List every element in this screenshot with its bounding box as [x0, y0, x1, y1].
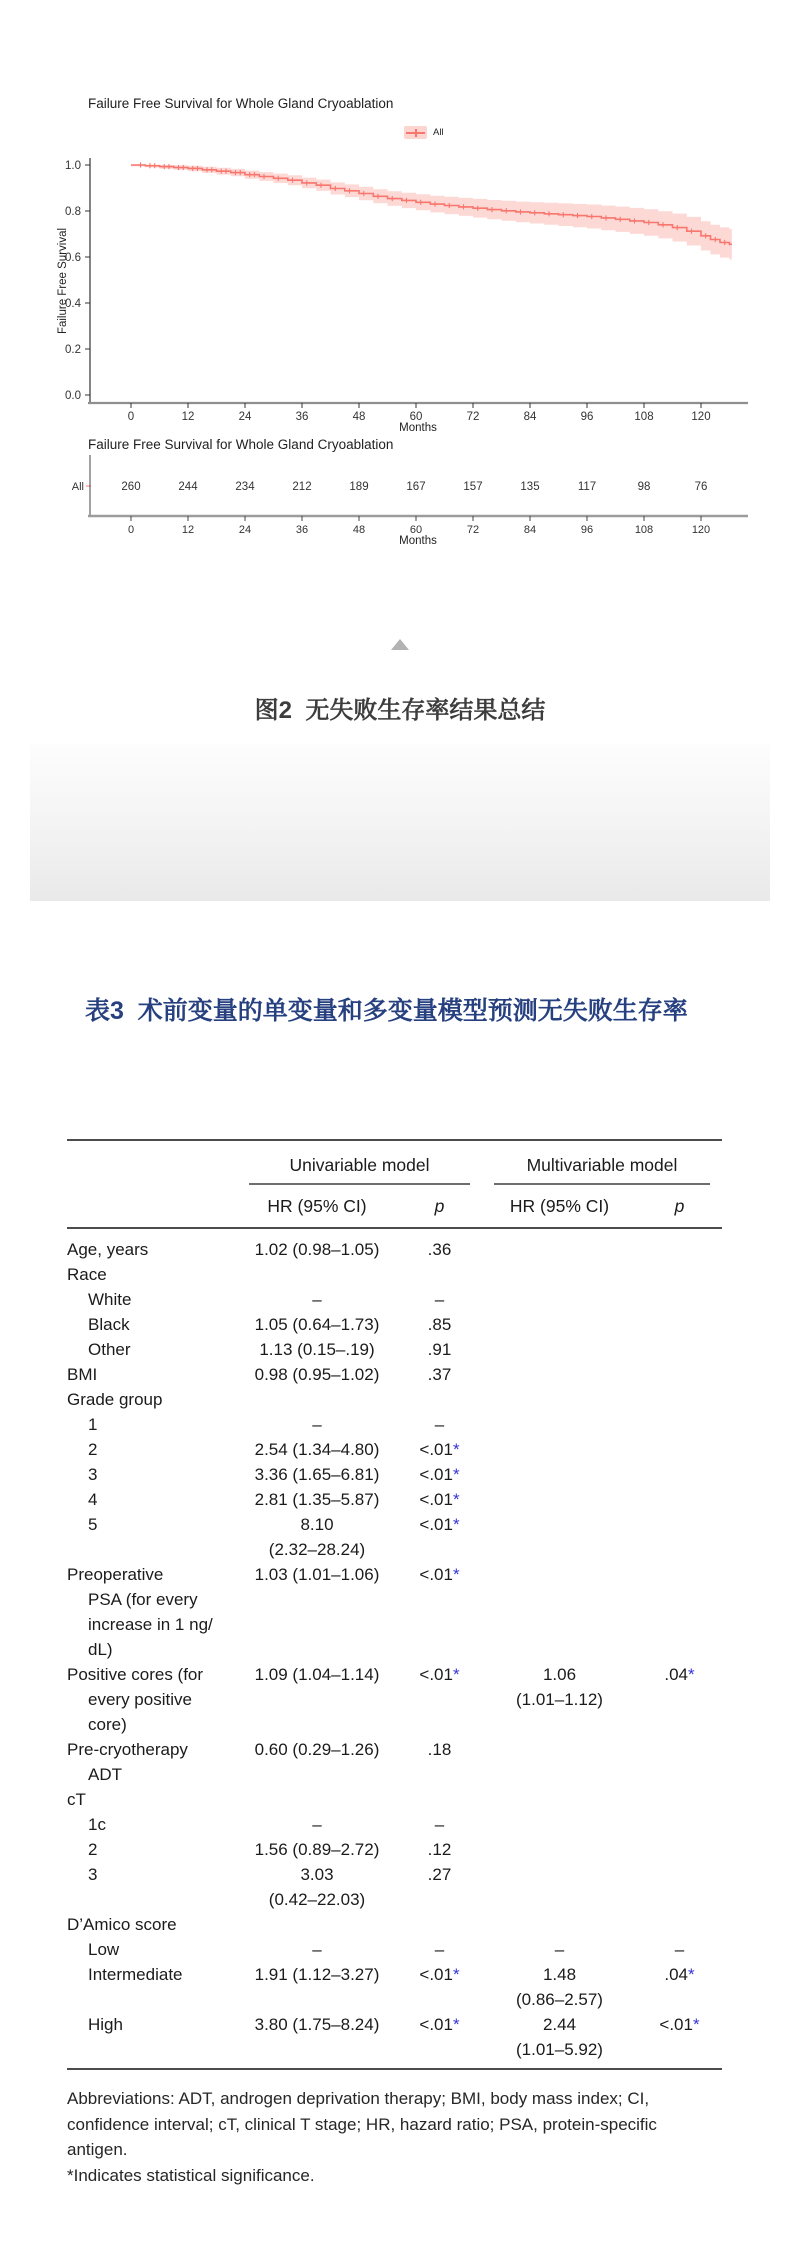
row-value: [482, 1387, 637, 1412]
row-label: White: [88, 1290, 132, 1309]
row-label: BMI: [67, 1365, 98, 1384]
row-value: [482, 1862, 637, 1912]
row-value: [637, 1262, 722, 1287]
row-label: 3: [88, 1465, 98, 1484]
row-value: .91: [427, 1340, 452, 1359]
row-value: 1.06 (1.01–1.12): [516, 1665, 603, 1709]
row-value: [637, 1312, 722, 1337]
row-value: <.01*: [419, 1490, 460, 1509]
row-value: .12: [427, 1840, 452, 1859]
row-value: –: [312, 1940, 322, 1959]
row-value: [237, 1787, 397, 1812]
row-value: [637, 1462, 722, 1487]
x-tick-label: 36: [295, 411, 309, 423]
multi-p-header: p: [637, 1185, 722, 1228]
row-label: Other: [88, 1340, 131, 1359]
x-tick-label: 108: [634, 411, 654, 423]
row-value: [637, 1487, 722, 1512]
row-value: 1.03 (1.01–1.06): [254, 1565, 380, 1584]
table-row: [67, 1512, 722, 1562]
table-row: [67, 1412, 722, 1437]
risk-count: 260: [121, 481, 141, 493]
table-row: [67, 1387, 722, 1412]
row-value: [482, 1337, 637, 1362]
row-value: <.01*: [419, 1965, 460, 1984]
row-label: 4: [88, 1490, 98, 1509]
significance-asterisk: *: [688, 1965, 695, 1984]
risk-x-tick-label: 0: [127, 524, 135, 536]
row-value: 2.81 (1.35–5.87): [254, 1490, 380, 1509]
table-group-header-row: [67, 1140, 722, 1185]
footnote-abbreviations: Abbreviations: ADT, androgen deprivation therapy; BMI, body mass index; CI, confidence interval; cT, clinical T stage; HR, hazard ratio; PSA, protein-specific antigen.: [67, 2089, 657, 2159]
row-value: .04*: [664, 1665, 695, 1684]
row-label: D’Amico score: [67, 1915, 177, 1934]
significance-asterisk: *: [452, 1465, 460, 1484]
significance-asterisk: *: [452, 2015, 460, 2034]
uni-p-header: p: [397, 1185, 482, 1228]
row-value: .27: [427, 1865, 452, 1884]
risk-count: 234: [235, 481, 255, 493]
row-label: Age, years: [67, 1240, 149, 1259]
risk-x-axis-title: Months: [399, 535, 437, 547]
x-tick-label: 72: [466, 411, 480, 423]
table-row: [67, 1228, 722, 1262]
row-label: 5: [88, 1515, 98, 1534]
row-value: [637, 1837, 722, 1862]
univariable-group-header: [237, 1140, 482, 1185]
table-row: [67, 1337, 722, 1362]
row-label: 1: [88, 1415, 98, 1434]
row-label: 2: [88, 1440, 98, 1459]
row-value: <.01*: [419, 1465, 460, 1484]
row-value: –: [434, 1415, 445, 1434]
x-tick-label: 12: [181, 411, 195, 423]
row-value: [482, 1262, 637, 1287]
table-row: [67, 1462, 722, 1487]
risk-x-tick-label: 60: [409, 524, 423, 536]
row-value: [482, 1312, 637, 1337]
risk-count: 76: [694, 481, 708, 493]
significance-asterisk: *: [688, 1665, 695, 1684]
row-value: [482, 1737, 637, 1787]
row-value: <.01*: [419, 1565, 460, 1584]
row-value: <.01*: [419, 2015, 460, 2034]
figure-caption: 图2 无失败生存率结果总结: [254, 697, 546, 724]
row-value: [637, 1512, 722, 1562]
table-row: [67, 1937, 722, 1962]
row-label: Pre-cryotherapy ADT: [67, 1740, 188, 1784]
y-tick-label: 0.8: [65, 206, 81, 218]
table-row: [67, 1662, 722, 1737]
x-tick-label: 96: [580, 411, 594, 423]
row-value: –: [674, 1940, 685, 1959]
significance-asterisk: *: [452, 1965, 460, 1984]
multivariable-group-label: Multivariable model: [494, 1155, 710, 1185]
risk-count: 167: [406, 481, 426, 493]
multivariable-group-header: [482, 1140, 722, 1185]
risk-table-title: Failure Free Survival for Whole Gland Cryoablation: [88, 437, 394, 452]
y-tick-label: 0.0: [65, 390, 81, 402]
risk-count: 244: [178, 481, 198, 493]
row-label: Preoperative PSA (for every increase in 1 ng/ dL): [67, 1565, 213, 1659]
row-value: [637, 1737, 722, 1787]
row-value: –: [312, 1815, 322, 1834]
table-row: [67, 1812, 722, 1837]
row-label: cT: [67, 1790, 86, 1809]
row-value: [482, 1228, 637, 1262]
table-row: [67, 1362, 722, 1387]
risk-x-tick-label: 108: [634, 524, 654, 536]
row-value: [482, 1837, 637, 1862]
row-value: –: [312, 1415, 322, 1434]
row-value: [482, 1562, 637, 1662]
univariable-group-label: Univariable model: [249, 1155, 470, 1185]
section-divider: [30, 744, 770, 901]
row-value: 1.56 (0.89–2.72): [254, 1840, 380, 1859]
risk-x-tick-label: 72: [466, 524, 480, 536]
row-value: 2.54 (1.34–4.80): [254, 1440, 380, 1459]
significance-asterisk: *: [452, 1665, 460, 1684]
y-tick-label: 0.2: [65, 344, 81, 356]
y-tick-label: 0.4: [65, 298, 81, 310]
row-value: [397, 1262, 482, 1287]
risk-x-tick-label: 36: [295, 524, 309, 536]
x-tick-label: 120: [691, 411, 711, 423]
row-value: <.01*: [659, 2015, 700, 2034]
row-value: .04*: [664, 1965, 695, 1984]
x-tick-label: 48: [352, 411, 366, 423]
y-tick-label: 0.6: [65, 252, 81, 264]
y-tick-label: 1.0: [65, 160, 81, 172]
significance-asterisk: *: [452, 1440, 460, 1459]
row-label: 2: [88, 1840, 98, 1859]
row-value: [637, 1562, 722, 1662]
row-value: 1.05 (0.64–1.73): [254, 1315, 380, 1334]
row-value: [482, 1362, 637, 1387]
significance-asterisk: *: [452, 1515, 460, 1534]
risk-count: 157: [463, 481, 483, 493]
row-value: [637, 1812, 722, 1837]
table-row: [67, 1912, 722, 1937]
row-value: [237, 1262, 397, 1287]
row-value: [397, 1912, 482, 1937]
row-value: [637, 1387, 722, 1412]
row-value: –: [434, 1940, 445, 1959]
row-label: High: [88, 2015, 123, 2034]
row-value: .85: [427, 1315, 452, 1334]
row-value: <.01*: [419, 1665, 460, 1684]
table-row: [67, 1312, 722, 1337]
row-value: [637, 1787, 722, 1812]
table3-title: 表3 术前变量的单变量和多变量模型预测无失败生存率: [85, 997, 688, 1025]
risk-count: 212: [292, 481, 312, 493]
row-value: [237, 1387, 397, 1412]
row-value: –: [434, 1815, 445, 1834]
row-value: .36: [427, 1240, 452, 1259]
stat-table-body: [67, 1228, 722, 2069]
table-row: [67, 1837, 722, 1862]
risk-group-label: All: [71, 481, 84, 493]
risk-count: 189: [349, 481, 369, 493]
significance-asterisk: *: [452, 1490, 460, 1509]
row-label: Positive cores (for every positive core): [67, 1665, 204, 1734]
row-label: Black: [88, 1315, 130, 1334]
table-row: [67, 1437, 722, 1462]
table-row: [67, 1787, 722, 1812]
x-tick-label: 24: [238, 411, 252, 423]
x-tick-label: 0: [127, 411, 135, 423]
risk-x-tick-label: 96: [580, 524, 594, 536]
row-value: [482, 1812, 637, 1837]
significance-asterisk: *: [452, 1565, 460, 1584]
row-value: 8.10 (2.32–28.24): [268, 1515, 366, 1559]
row-value: –: [554, 1940, 565, 1959]
row-value: 3.03 (0.42–22.03): [268, 1865, 366, 1909]
row-value: 1.91 (1.12–3.27): [254, 1965, 380, 1984]
row-value: 0.98 (0.95–1.02): [254, 1365, 380, 1384]
table-row: [67, 1262, 722, 1287]
row-value: 1.13 (0.15–.19): [259, 1340, 375, 1359]
table-row: [67, 1862, 722, 1912]
km-chart-title: Failure Free Survival for Whole Gland Cryoablation: [88, 96, 394, 111]
row-value: 1.48 (0.86–2.57): [516, 1965, 603, 2009]
km-y-axis-title: Failure Free Survival: [57, 227, 69, 335]
row-value: [482, 1462, 637, 1487]
row-value: [637, 1412, 722, 1437]
empty-subheader-cell: [67, 1185, 237, 1228]
table-row: [67, 1562, 722, 1662]
row-value: [482, 1787, 637, 1812]
row-value: <.01*: [419, 1515, 460, 1534]
row-value: 2.44 (1.01–5.92): [516, 2015, 603, 2059]
row-value: [637, 1287, 722, 1312]
row-value: 0.60 (0.29–1.26): [254, 1740, 380, 1759]
row-value: [237, 1912, 397, 1937]
row-value: [637, 1337, 722, 1362]
empty-header-cell: [67, 1140, 237, 1185]
uni-hr-ci-header: HR (95% CI): [237, 1185, 397, 1228]
legend-label: All: [433, 127, 444, 138]
risk-x-tick-label: 12: [181, 524, 195, 536]
confidence-band: [131, 165, 732, 260]
row-label: Race: [67, 1265, 107, 1284]
table-subheader-row: [67, 1185, 722, 1228]
risk-x-tick-label: 120: [691, 524, 711, 536]
table-row: [67, 1737, 722, 1787]
row-value: –: [434, 1290, 445, 1309]
row-label: Intermediate: [88, 1965, 183, 1984]
risk-x-tick-label: 84: [523, 524, 537, 536]
row-value: [482, 1412, 637, 1437]
row-value: [637, 1362, 722, 1387]
footnote-significance: *Indicates statistical significance.: [67, 2165, 315, 2185]
x-tick-label: 60: [409, 411, 423, 423]
row-value: 3.80 (1.75–8.24): [254, 2015, 380, 2034]
row-value: [397, 1387, 482, 1412]
table-row: [67, 1287, 722, 1312]
row-value: [482, 1287, 637, 1312]
risk-count: 117: [577, 481, 597, 493]
table-row: [67, 2012, 722, 2069]
row-value: [637, 1228, 722, 1262]
row-value: [482, 1512, 637, 1562]
row-value: 3.36 (1.65–6.81): [254, 1465, 380, 1484]
row-value: –: [312, 1290, 322, 1309]
row-value: [397, 1787, 482, 1812]
table-row: [67, 1962, 722, 2012]
row-value: [482, 1912, 637, 1937]
row-value: <.01*: [419, 1440, 460, 1459]
row-label: 3: [88, 1865, 98, 1884]
multi-hr-ci-header: HR (95% CI): [482, 1185, 637, 1228]
row-value: [482, 1437, 637, 1462]
row-label: Grade group: [67, 1390, 163, 1409]
row-value: .37: [427, 1365, 452, 1384]
km-plot-svg: [0, 0, 800, 560]
table-footnotes: [67, 2086, 719, 2188]
stat-table: [67, 1139, 722, 2070]
row-value: .18: [427, 1740, 452, 1759]
collapse-triangle-icon[interactable]: [391, 639, 409, 650]
row-value: [637, 1437, 722, 1462]
row-value: 1.02 (0.98–1.05): [254, 1240, 380, 1259]
risk-x-tick-label: 24: [238, 524, 252, 536]
significance-asterisk: *: [692, 2015, 700, 2034]
risk-count: 98: [637, 481, 651, 493]
x-tick-label: 84: [523, 411, 537, 423]
row-value: [637, 1862, 722, 1912]
row-value: 1.09 (1.04–1.14): [254, 1665, 380, 1684]
km-x-axis-title: Months: [399, 422, 437, 434]
row-value: [637, 1912, 722, 1937]
risk-x-tick-label: 48: [352, 524, 366, 536]
row-label: 1c: [88, 1815, 106, 1834]
risk-count: 135: [520, 481, 540, 493]
row-value: [482, 1487, 637, 1512]
row-label: Low: [88, 1940, 120, 1959]
table-row: [67, 1487, 722, 1512]
